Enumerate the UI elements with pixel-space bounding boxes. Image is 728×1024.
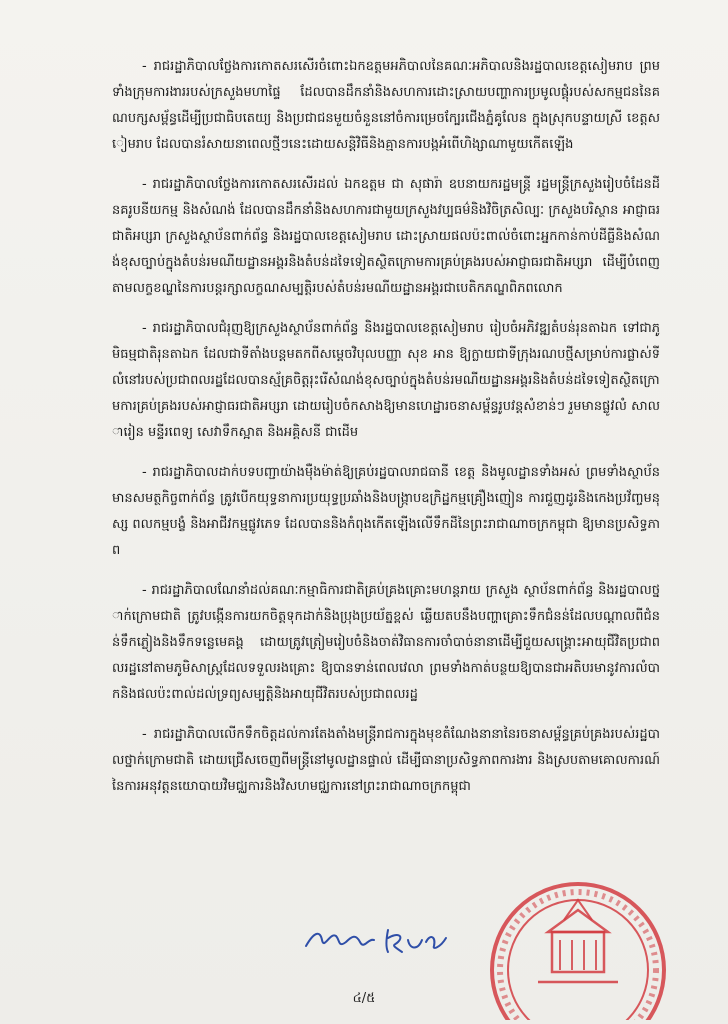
paragraph-5: - រាជរដ្ឋាភិបាលណែនាំដល់គណៈកម្មាធិការជាតិគ្រប់គ្រងគ្រោះមហន្តរាយ ក្រសួង ស្ថាប័នពាក់ព័ន្ធ និងរដ្ឋបាលថ្នាក់ក្រោមជាតិ ត្រូវបង្កើនការយកចិត្តទុកដាក់និងប្រុងប្រយ័ត្នខ្ពស់ ឆ្លើយតបនឹងបញ្ហាគ្រោះទឹកជំនន់ដែលបណ្ដាលពីជំនន់ទឹកភ្លៀងនិងទឹកទន្លេមេគង្គ ដោយត្រូវត្រៀមរៀបចំនិងចាត់វិធានការចាំបាច់នានាដើម្បីជួយសង្គ្រោះអាយុជីវិតប្រជាពលរដ្ឋនៅតាមភូមិសាស្ត្រដែលទទួលរងគ្រោះ ឱ្យបានទាន់ពេលវេលា ព្រមទាំងកាត់បន្ថយឱ្យបានជាអតិបរមានូវការលំបាកនិងផលប៉ះពាល់ដល់ទ្រព្យសម្បត្តិនិងអាយុជីវិតរបស់ប្រជាពលរដ្ឋ	[112, 583, 660, 702]
paragraph-6: - រាជរដ្ឋាភិបាលលើកទឹកចិត្តដល់ការតែងតាំងមន្ត្រីរាជការក្នុងមុខតំណែងនានានៃរចនាសម្ព័ន្ធគ្រប់គ្រងរបស់រដ្ឋបាលថ្នាក់ក្រោមជាតិ ដោយជ្រើសចេញពីមន្ត្រីនៅមូលដ្ឋានផ្ទាល់ ដើម្បីធានាប្រសិទ្ធភាពការងារ និងស្របតាមគោលការណ៍នៃការអនុវត្តនយោបាយវិមជ្ឈការនិងវិសហមជ្ឈការនៅព្រះរាជាណាចក្រកម្ពុជា	[112, 727, 660, 794]
paragraph-1: - រាជរដ្ឋាភិបាលថ្លែងការកោតសរសើរចំពោះឯកឧត្តមអភិបាលនៃគណៈអភិបាលនិងរដ្ឋបាលខេត្តសៀមរាប ព្រមទាំងក្រុមការងាររបស់ក្រសួងមហាផ្ទៃ ដែលបានដឹកនាំនិងសហការដោះស្រាយបញ្ហាការប្រមូលផ្ដុំរបស់សកម្មជននៃគណបក្សសម្ព័ន្ធដើម្បីប្រជាធិបតេយ្យ និងប្រជាជនមួយចំនួននៅចំការម្រេចក្បែរជើងភ្នំគូលែន ក្នុងស្រុកបន្ទាយស្រី ខេត្តសៀមរាប ដែលបានរំសាយនាពេលថ្មីៗនេះដោយសន្តិវិធីនិងគ្មានការបង្កអំពើហិង្សាណាមួយកើតឡើង	[112, 59, 660, 152]
paragraph-2: - រាជរដ្ឋាភិបាលថ្លែងការកោតសរសើរដល់ ឯកឧត្តម ជា សុផារ៉ា ឧបនាយករដ្ឋមន្ត្រី រដ្ឋមន្ត្រីក្រសួងរៀបចំដែនដី នគរូបនីយកម្ម និងសំណង់ ដែលបានដឹកនាំនិងសហការជាមួយក្រសួងវប្បធម៌និងវិចិត្រសិល្បៈ ក្រសួងបរិស្ថាន អាជ្ញាធរជាតិអប្សរា ក្រសួងស្ថាប័នពាក់ព័ន្ធ និងរដ្ឋបាលខេត្តសៀមរាប ដោះស្រាយផលប៉ះពាល់ចំពោះអ្នកកាន់កាប់ដីធ្លីនិងសំណង់ខុសច្បាប់ក្នុងតំបន់រមណីយដ្ឋានអង្គរនិងតំបន់ដទៃទៀតស្ថិតក្រោមការគ្រប់គ្រងរបស់អាជ្ញាធរជាតិអប្សរា ដើម្បីបំពេញតាមលក្ខខណ្ឌនៃការបន្តរក្សាលក្ខណសម្បត្តិរបស់តំបន់រមណីយដ្ឋានអង្គរជាបេតិកភណ្ឌពិភពលោក	[112, 177, 660, 296]
paragraph-3: - រាជរដ្ឋាភិបាលជំរុញឱ្យក្រសួងស្ថាប័នពាក់ព័ន្ធ និងរដ្ឋបាលខេត្តសៀមរាប រៀបចំអភិវឌ្ឍតំបន់រុនតាឯក ទៅជាភូមិធម្មជាតិរុនតាឯក ដែលជាទីតាំងបន្តមតកពីសម្ដេចវិបុលបញ្ញា សុខ អាន ឱ្យក្លាយជាទីក្រុងរណបថ្មីសម្រាប់ការផ្លាស់ទីលំនៅរបស់ប្រជាពលរដ្ឋដែលបានស្ម័គ្រចិត្តរុះរើសំណង់ខុសច្បាប់ក្នុងតំបន់រមណីយដ្ឋានអង្គរនិងតំបន់ដទៃទៀតស្ថិតក្រោមការគ្រប់គ្រងរបស់អាជ្ញាធរជាតិអប្សរា ដោយរៀបចំកសាងឱ្យមានហេដ្ឋារចនាសម្ព័ន្ធរូបវន្តសំខាន់ៗ រួមមានផ្លូវលំ សាលារៀន មន្ទីរពេទ្យ សេវាទឹកស្អាត និងអគ្គិសនី ជាដើម	[112, 321, 660, 440]
paragraph-4: - រាជរដ្ឋាភិបាលដាក់បទបញ្ជាយ៉ាងម៉ឺងម៉ាត់ឱ្យគ្រប់រដ្ឋបាលរាជធានី ខេត្ត និងមូលដ្ឋានទាំងអស់ ព្រមទាំងស្ថាប័នមានសមត្ថកិច្ចពាក់ព័ន្ធ ត្រូវបើកយុទ្ធនាការប្រយុទ្ធប្រឆាំងនិងបង្ក្រាបឧក្រិដ្ឋកម្មគ្រឿងញៀន ការជួញដូរនិងកេងប្រវ័ញ្ចមនុស្ស ពលកម្មបង្ខំ និងអាជីវកម្មផ្លូវភេទ ដែលបាននិងកំពុងកើតឡើងលើទឹកដីនៃព្រះរាជាណាចក្រកម្ពុជា ឱ្យមានប្រសិទ្ធភាព	[112, 465, 660, 558]
handwritten-signature-icon	[300, 920, 460, 960]
document-body	[112, 54, 660, 814]
page-number: ៤/៥	[352, 991, 376, 1006]
